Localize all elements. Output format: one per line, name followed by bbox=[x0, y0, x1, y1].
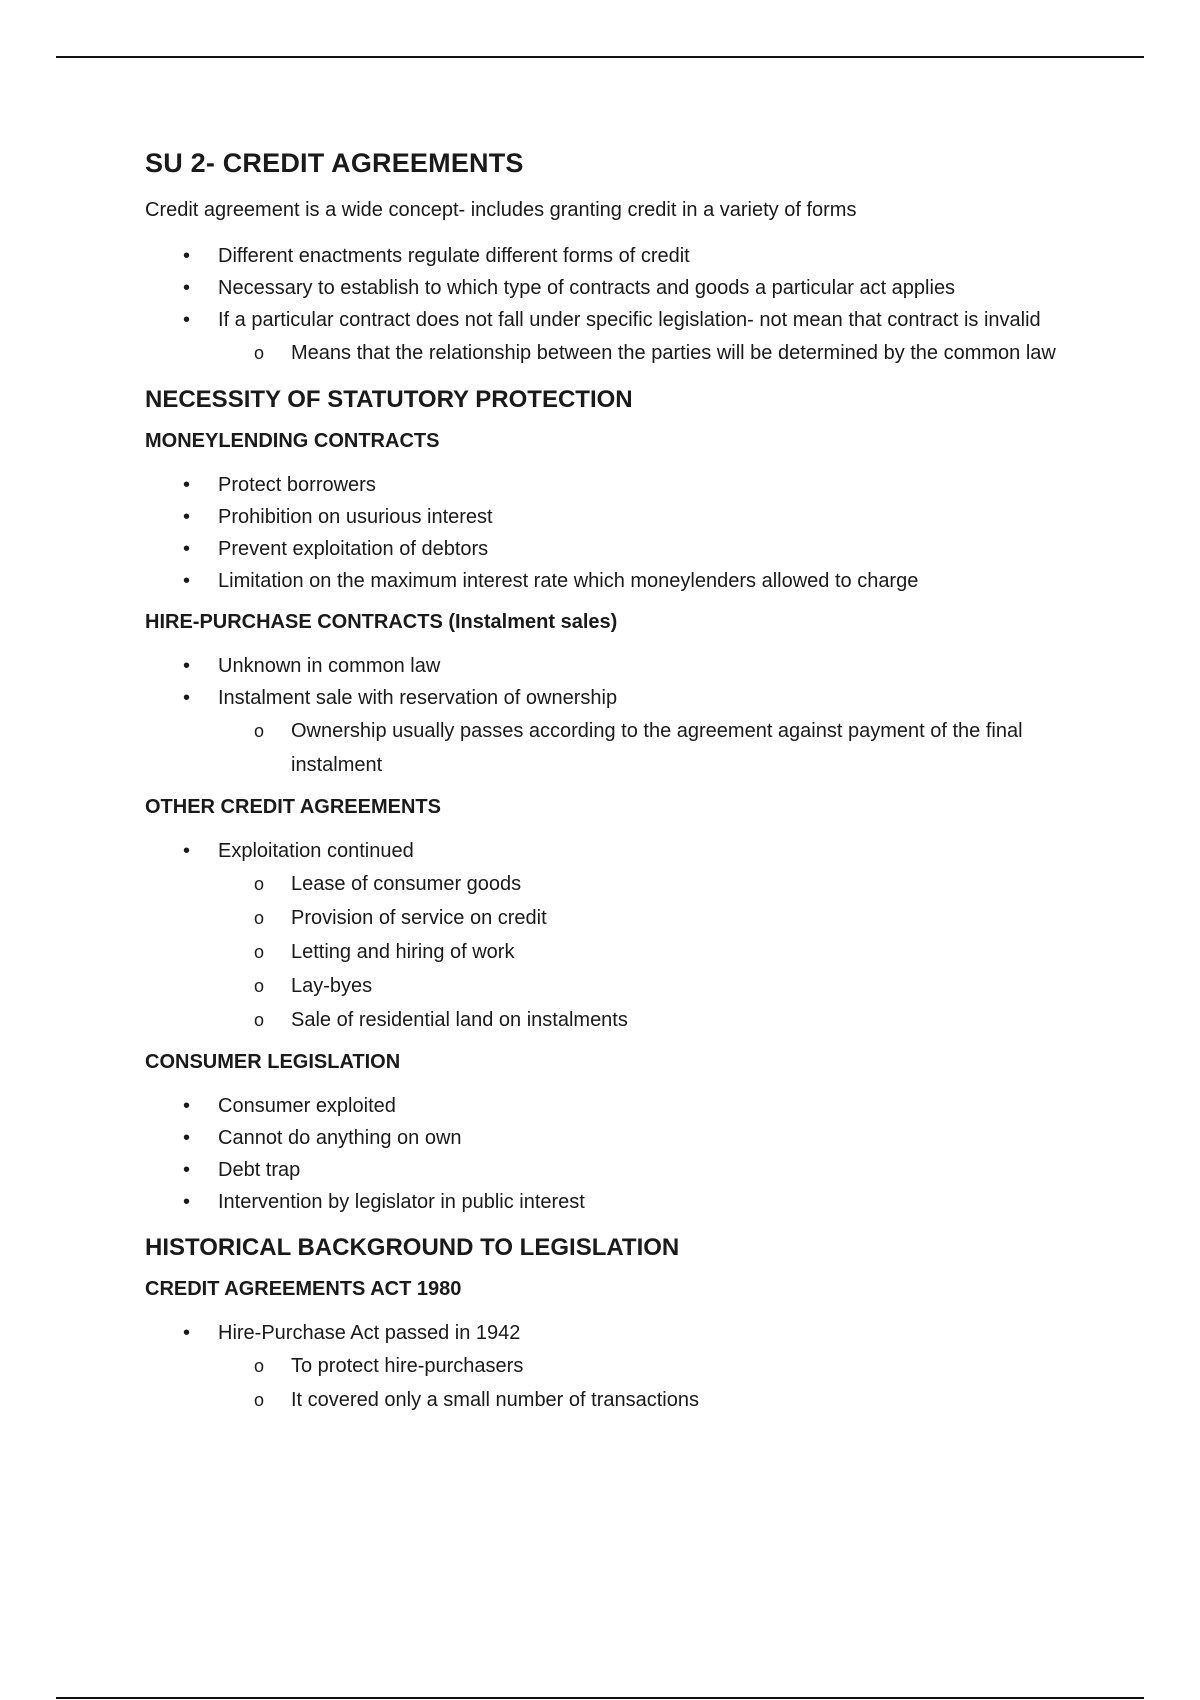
sub-list-item: o Letting and hiring of work bbox=[218, 935, 1085, 969]
list-item: • Debt trap bbox=[145, 1154, 1085, 1186]
bullet-icon: • bbox=[183, 506, 191, 528]
circle-bullet-icon: o bbox=[254, 1390, 265, 1410]
bullet-icon: • bbox=[183, 1095, 191, 1117]
bullet-icon: • bbox=[183, 840, 191, 862]
subsection-heading-act-1980: CREDIT AGREEMENTS ACT 1980 bbox=[145, 1278, 462, 1300]
top-rule bbox=[56, 56, 1144, 58]
list-item: • Unknown in common law bbox=[145, 650, 1085, 682]
sub-list-item: o Ownership usually passes according to the agreement against payment of the final instalment bbox=[218, 714, 1085, 782]
list-item: • Prohibition on usurious interest bbox=[145, 501, 1085, 533]
sub-list bbox=[218, 1349, 1085, 1417]
sub-list-item: o Provision of service on credit bbox=[218, 901, 1085, 935]
list-item: • Protect borrowers bbox=[145, 469, 1085, 501]
other-agreements-list bbox=[145, 835, 1085, 1037]
circle-bullet-icon: o bbox=[254, 343, 265, 363]
circle-bullet-icon: o bbox=[254, 721, 265, 741]
sub-list bbox=[218, 867, 1085, 1037]
list-item: • Instalment sale with reservation of ownership o Ownership usually passes according to the agreement against payment of the final instalment bbox=[145, 682, 1085, 782]
list-item: • Necessary to establish to which type of contracts and goods a particular act applies bbox=[145, 272, 1085, 304]
intro-paragraph: Credit agreement is a wide concept- includes granting credit in a variety of forms bbox=[145, 199, 857, 221]
bullet-icon: • bbox=[183, 309, 191, 331]
list-item: • If a particular contract does not fall under specific legislation- not mean that contract is invalid o Means that the relationship between the parties will be determined by the common law bbox=[145, 304, 1085, 370]
list-item: • Different enactments regulate different forms of credit bbox=[145, 240, 1085, 272]
circle-bullet-icon: o bbox=[254, 1010, 265, 1030]
list-item: • Cannot do anything on own bbox=[145, 1122, 1085, 1154]
bullet-icon: • bbox=[183, 1159, 191, 1181]
document-body bbox=[145, 148, 1085, 1427]
sub-list-item: o Lease of consumer goods bbox=[218, 867, 1085, 901]
list-item: • Limitation on the maximum interest rate which moneylenders allowed to charge bbox=[145, 565, 1085, 597]
bullet-icon: • bbox=[183, 245, 191, 267]
bullet-icon: • bbox=[183, 474, 191, 496]
bullet-icon: • bbox=[183, 1191, 191, 1213]
bullet-icon: • bbox=[183, 655, 191, 677]
list-item: • Consumer exploited bbox=[145, 1090, 1085, 1122]
circle-bullet-icon: o bbox=[254, 1356, 265, 1376]
subsection-heading-other: OTHER CREDIT AGREEMENTS bbox=[145, 796, 441, 818]
page-title: SU 2- CREDIT AGREEMENTS bbox=[145, 148, 524, 178]
section-heading-historical: HISTORICAL BACKGROUND TO LEGISLATION bbox=[145, 1234, 680, 1261]
subsection-heading-hire-purchase: HIRE-PURCHASE CONTRACTS (Instalment sales) bbox=[145, 611, 618, 633]
sub-list-item: o Means that the relationship between the parties will be determined by the common law bbox=[218, 336, 1085, 370]
circle-bullet-icon: o bbox=[254, 908, 265, 928]
bullet-icon: • bbox=[183, 570, 191, 592]
sub-list-item: o To protect hire-purchasers bbox=[218, 1349, 1085, 1383]
circle-bullet-icon: o bbox=[254, 942, 265, 962]
sub-list-item: o It covered only a small number of transactions bbox=[218, 1383, 1085, 1417]
list-item: • Exploitation continued o Lease of consumer goods o Provision of service on credit o Letting and hiring of work o Lay-byes o Sale of residential land on instalments bbox=[145, 835, 1085, 1037]
bullet-icon: • bbox=[183, 687, 191, 709]
sub-list-item: o Lay-byes bbox=[218, 969, 1085, 1003]
bullet-icon: • bbox=[183, 1127, 191, 1149]
intro-list bbox=[145, 240, 1085, 370]
moneylending-list bbox=[145, 469, 1085, 597]
hire-purchase-list bbox=[145, 650, 1085, 782]
section-heading-necessity: NECESSITY OF STATUTORY PROTECTION bbox=[145, 386, 633, 413]
sub-list-item: o Sale of residential land on instalments bbox=[218, 1003, 1085, 1037]
subsection-heading-consumer: CONSUMER LEGISLATION bbox=[145, 1051, 401, 1073]
bullet-icon: • bbox=[183, 277, 191, 299]
bottom-rule bbox=[56, 1697, 1144, 1699]
act-1980-list bbox=[145, 1317, 1085, 1417]
sub-list bbox=[218, 714, 1085, 782]
list-item: • Prevent exploitation of debtors bbox=[145, 533, 1085, 565]
sub-list bbox=[218, 336, 1085, 370]
bullet-icon: • bbox=[183, 1322, 191, 1344]
list-item: • Hire-Purchase Act passed in 1942 o To protect hire-purchasers o It covered only a small number of transactions bbox=[145, 1317, 1085, 1417]
circle-bullet-icon: o bbox=[254, 874, 265, 894]
list-item: • Intervention by legislator in public interest bbox=[145, 1186, 1085, 1218]
bullet-icon: • bbox=[183, 538, 191, 560]
circle-bullet-icon: o bbox=[254, 976, 265, 996]
subsection-heading-moneylending: MONEYLENDING CONTRACTS bbox=[145, 430, 440, 452]
consumer-legislation-list bbox=[145, 1090, 1085, 1218]
